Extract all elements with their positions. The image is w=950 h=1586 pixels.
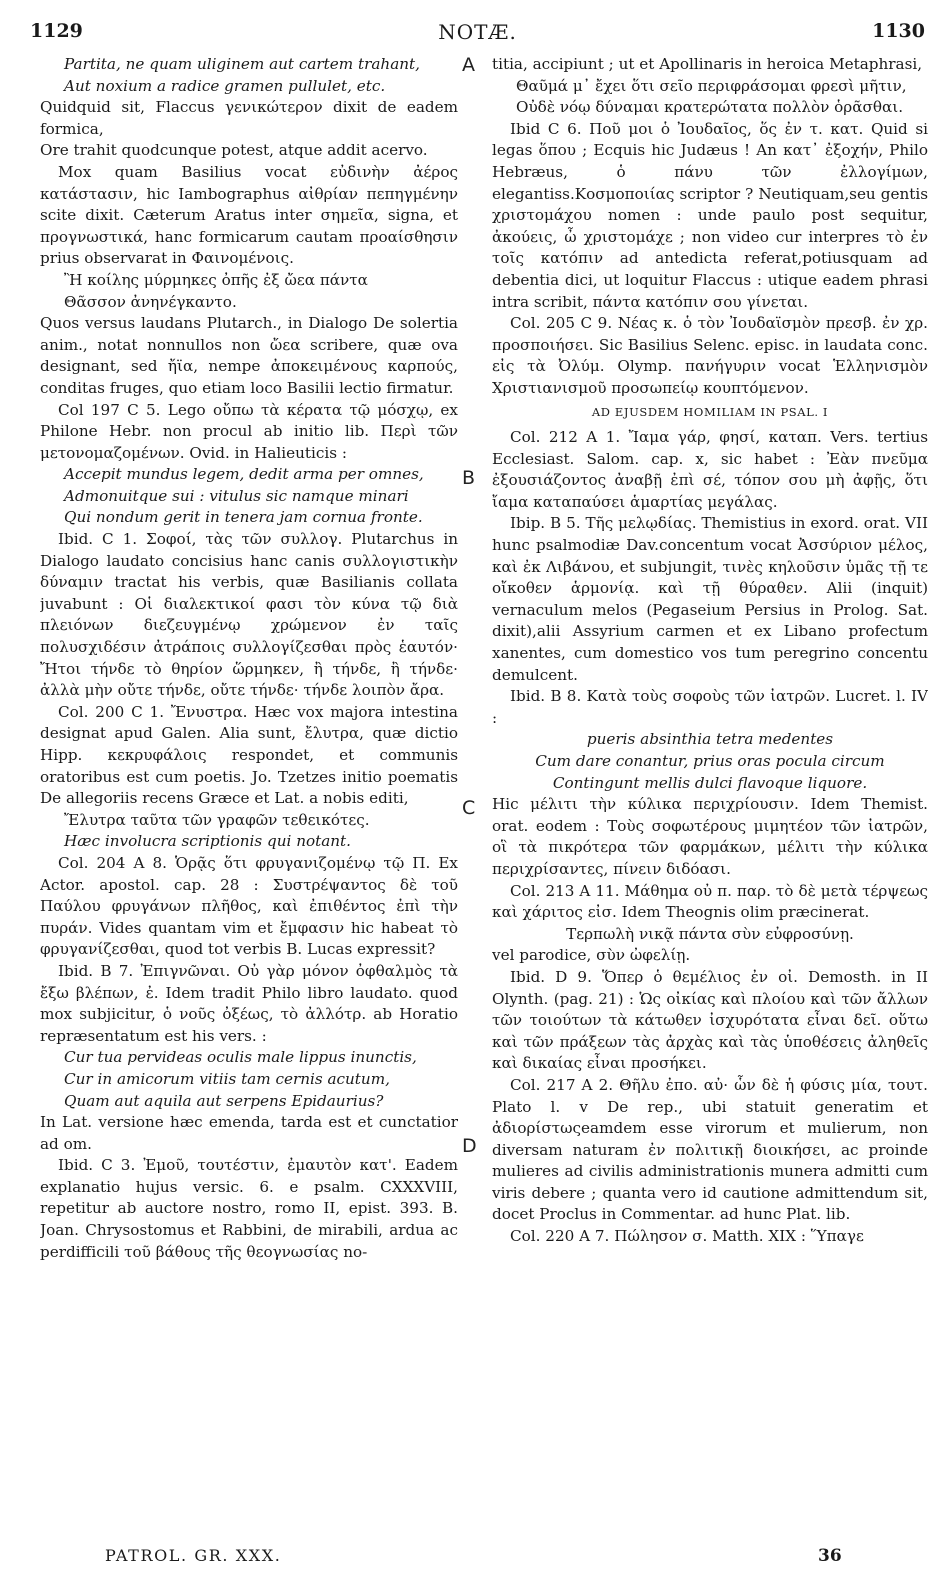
paragraph: Θαῦμά μ᾽ ἔχει ὅτι σεῖο περιφράσομαι φρεσὶ μῆτιν, — [516, 76, 907, 95]
paragraph: Ibid. B 7. Ἐπιγνῶναι. Οὐ γὰρ μόνον ὀφθαλμὸς τὰ ἔξω βλέπων, ἐ. Idem tradit Philo libro laudato. quod mox subjicitur, ὁ νοῦς ὀξέως, τὸ ἀλλότρ. ab Horatio repræsentatum est his vers. : — [40, 961, 458, 1045]
margin-mark-a: A — [462, 54, 475, 76]
paragraph: AD EJUSDEM HOMILIAM IN PSAL. I — [591, 404, 829, 419]
paragraph: Cum dare conantur, prius oras pocula circum — [535, 752, 885, 770]
paragraph: Admonuitque sui : vitulus sic namque minari — [64, 486, 409, 505]
left-column — [40, 54, 458, 1494]
paragraph: Contingunt mellis dulci flavoque liquore. — [552, 773, 868, 792]
paragraph: Ibip. B 5. Τῆς μελῳδίας. Themistius in exord. orat. VII hunc psalmodiæ Dav.concentum vocat Ἀσσύριον μέλος, καὶ ἐκ Λιβάνου, et subjungit, τινὲς κηλοῦσιν ὑμᾶς τῇ τε οἴκοθεν ἁρμονίᾳ. καὶ τῇ θύραθεν. Alii (inquit) vernaculum melos (Pegaseium Persius in Prolog. Sat. dixit),alii Assyrium carmen et ex Libano profectum xanentes, cum domestico vos tum peregrino concentu demulcent. — [492, 514, 928, 684]
paragraph: Mox quam Basilius vocat εὐδινὴν ἀέρος κατάστασιν, hic Iambographus αἰθρίαν πεπηγμένην scite dixit. Cæterum Aratus inter σημεῖα, signa, et προγνωστικά, hanc formicarum cautam προαίσθησιν prius observarat in Φαινομένοις. — [40, 162, 458, 268]
page-header — [30, 20, 925, 50]
margin-mark-c: C — [462, 797, 476, 819]
paragraph: Οὐδὲ νόῳ δύναμαι κρατερώτατα πολλὸν ὁρᾶσθαι. — [516, 98, 904, 117]
margin-mark-d: D — [462, 1135, 477, 1157]
paragraph: In Lat. versione hæc emenda, tarda est et cunctatior ad om. — [40, 1113, 458, 1153]
column-number-right: 1130 — [872, 20, 925, 42]
paragraph: Ibid. C 1. Σοφοί, τὰς τῶν συλλογ. Plutarchus in Dialogo laudato concisius hanc canis συλλογιστικὴν δύναμιν tractat his verbis, quæ Basilianis collata juvabunt : Οἱ διαλεκτικοί φασι τὸν κύνα τῷ διὰ πλειόνων διεζευγμένῳ χρώμενον ἐν ταῖς πολυσχιδέσιν ἀτράποις συλλογίζεσθαι πρὸς ἑαυτόν· Ἤτοι τήνδε τὸ θηρίον ὥρμηκεν, ἢ τήνδε, ἢ τήνδε· ἀλλὰ μὴν οὔτε τήνδε, οὔτε τήνδε· τήνδε λοιπὸν ἄρα. — [40, 530, 458, 700]
paragraph: Quos versus laudans Plutarch., in Dialogo De solertia anim., notat nonnullos non ὤεα scribere, quæ ova designant, sed ἤϊα, nempe ἀποκειμένους καρπούς, conditas fruges, quo etiam loco Basilii lectio firmatur. — [40, 314, 458, 397]
footer-volume: PATROL. GR. XXX. — [105, 1546, 282, 1565]
paragraph: Col. 212 A 1. Ἴαμα γάρ, φησί, καταπ. Vers. tertius Ecclesiast. Salom. cap. x, sic habet : Ἐὰν πνεῦμα ἐξουσιάζοντος ἀναβῇ ἐπὶ σέ, τόπον σου μὴ ἀφῇς, ὅτι ἴαμα καταπαύσει ἁμαρτίας μεγάλας. — [492, 428, 928, 511]
paragraph: vel parodice, σὺν ὠφελίῃ. — [492, 946, 691, 965]
column-number-left: 1129 — [30, 20, 83, 42]
paragraph: Col. 200 C 1. Ἔνυστρα. Hæc vox majora intestina designat apud Galen. Alia sunt, ἔλυτρα, quæ dictio Hipp. κεκρυφάλοις respondet, et communis oratoribus est cum poetis. Jo. Tzetzes initio poematis De allegoriis recens Græce et Lat. a nobis editi, — [40, 702, 458, 808]
paragraph: Col. 217 A 2. Θῆλυ ἐπο. αὐ· ὧν δὲ ἡ φύσις μία, τουτ. Plato l. v De rep., ubi statuit generatim et ἀδιορίστωςeamdem esse virorum et mulierum, non diversam naturam ἐν πολιτικῇ διοικήσει, ac proinde mulieres ad civilis administrationis munera admitti cum viris debere ; quanta vero id cautione admittendum sit, docet Proclus in Commentar. ad hunc Plat. lib. — [492, 1075, 928, 1224]
paragraph: Quidquid sit, Flaccus γενικώτερον dixit de eadem formica, — [40, 98, 458, 138]
running-title: NOTÆ. — [438, 20, 517, 44]
paragraph: Aut noxium a radice gramen pullulet, etc. — [64, 76, 386, 95]
paragraph: Cur in amicorum vitiis tam cernis acutum, — [64, 1069, 390, 1088]
paragraph: Col. 220 A 7. Πώλησον σ. Matth. XIX : Ὕπαγε — [510, 1227, 864, 1246]
paragraph: Ibid C 6. Ποῦ μοι ὁ Ἰουδαῖος, ὅς ἐν τ. κατ. Quid si legas ὅπου ; Ecquis hic Judæus ! An κατ᾽ ἐξοχήν, Philo Hebræus, ὁ πάνυ τῶν ἐλλογίμων, elegantiss.Κοσμοποιίας scriptor ? Neutiquam,seu gentis χριστομάχου nomen : unde paulo post sequitur, ἀκούεις, ὦ χριστομάχε ; non video cur interpres τὸ ἐν τοῖς κατόπιν ad antedicta referat,potiusquam ad debentia dici, ut loquitur Flaccus : utique eadem phrasi intra scribit, πάντα κατόπιν σου γίνεται. — [492, 119, 928, 311]
margin-mark-b: B — [462, 467, 476, 489]
paragraph: Col. 204 A 8. Ὁρᾷς ὅτι φρυγανιζομένῳ τῷ Π. Ex Actor. apostol. cap. 28 : Συστρέψαντος δὲ τοῦ Παύλου φρυγάνων πλῆθος, καὶ ἐπιθέντος ἐπὶ τὴν πυράν. Vides quantam vim et ἔμφασιν hic habeat τὸ φρυγανίζεσθαι, quod tot verbis B. Lucas expressit? — [40, 853, 458, 959]
right-column — [492, 54, 928, 1464]
paragraph: Accepit mundus legem, dedit arma per omnes, — [64, 465, 424, 484]
paragraph: Partita, ne quam uliginem aut cartem trahant, — [64, 55, 420, 73]
paragraph: Τερπωλὴ νικᾷ πάντα σὺν εὐφροσύνῃ. — [566, 924, 854, 943]
paragraph: Ἔλυτρα ταῦτα τῶν γραφῶν τεθεικότες. — [64, 810, 370, 829]
paragraph: Col 197 C 5. Lego οὔπω τὰ κέρατα τῷ μόσχῳ, ex Philone Hebr. non procul ab initio lib. Περὶ τῶν μετονομαζομένων. Ovid. in Halieuticis : — [40, 400, 458, 462]
paragraph: Qui nondum gerit in tenera jam cornua fronte. — [64, 508, 423, 527]
paragraph: Quam aut aquila aut serpens Epidaurius? — [64, 1091, 384, 1110]
paragraph: Ibid. D 9. Ὅπερ ὁ θεμέλιος ἐν οἰ. Demosth. in II Olynth. (pag. 21) : Ὡς οἰκίας καὶ πλοίου καὶ τῶν ἄλλων τῶν τοιούτων τὰ κάτωθεν ἰσχυρότατα εἶναι δεῖ. οὕτω καὶ τῶν πράξεων τὰς ἀρχὰς καὶ τὰς ὑποθέσεις ἀληθεῖς καὶ δικαίας εἶναι προσήκει. — [492, 967, 928, 1073]
paragraph: Ibid. C 3. Ἐμοῦ, τουτέστιν, ἐμαυτὸν κατ'. Eadem explanatio hujus versic. 6. e psalm. CXXXVIII, repetitur ab auctore nostro, romo II, epist. 393. B. Joan. Chrysostomus et Rabbini, de mirabili, ardua ac perdifficili τοῦ βάθους τῆς θεογνωσίας no- — [40, 1156, 458, 1261]
paragraph: Ἢ κοίλης μύρμηκες ὀπῆς ἐξ ὤεα πάντα — [64, 270, 368, 289]
paragraph: Hæc involucra scriptionis qui notant. — [64, 832, 351, 851]
paragraph: Θᾶσσον ἀνηνέγκαντο. — [64, 292, 237, 311]
paragraph: titia, accipiunt ; ut et Apollinaris in heroica Metaphrasi, — [492, 55, 923, 73]
paragraph: Col. 213 A 11. Μάθημα οὐ π. παρ. τὸ δὲ μετὰ τέρψεως καὶ χάριτος εἰσ. Idem Theognis olim præcinerat. — [492, 881, 928, 922]
paragraph: Col. 205 C 9. Νέας κ. ὁ τὸν Ἰουδαϊσμὸν πρεσβ. ἐν χρ. προσποιήσει. Sic Basilius Selenc. episc. in laudata conc. εἰς τὰ Ὀλύμ. Olymp. πανήγυριν vocat Ἑλληνισμὸν Χριστιανισμοῦ προσωπείῳ κουπτόμενον. — [492, 314, 928, 397]
paragraph: Ibid. B 8. Κατὰ τοὺς σοφοὺς τῶν ἰατρῶν. Lucret. l. IV : — [492, 687, 928, 727]
paragraph: Ore trahit quodcunque potest, atque addit acervo. — [40, 141, 428, 160]
paragraph: pueris absinthia tetra medentes — [586, 730, 834, 749]
paragraph: Hic μέλιτι τὴν κύλικα περιχρίουσιν. Idem Themist. orat. eodem : Τοὺς σοφωτέρους μιμητέον τῶν ἰατρῶν, οἳ τὰ πικρότερα τῶν φαρμάκων, μέλιτι τὴν κύλικα περιχρίσαντες, πίνειν διδόασι. — [492, 795, 928, 878]
paragraph: Cur tua pervideas oculis male lippus inunctis, — [64, 1048, 417, 1067]
footer-signature: 36 — [818, 1546, 842, 1566]
